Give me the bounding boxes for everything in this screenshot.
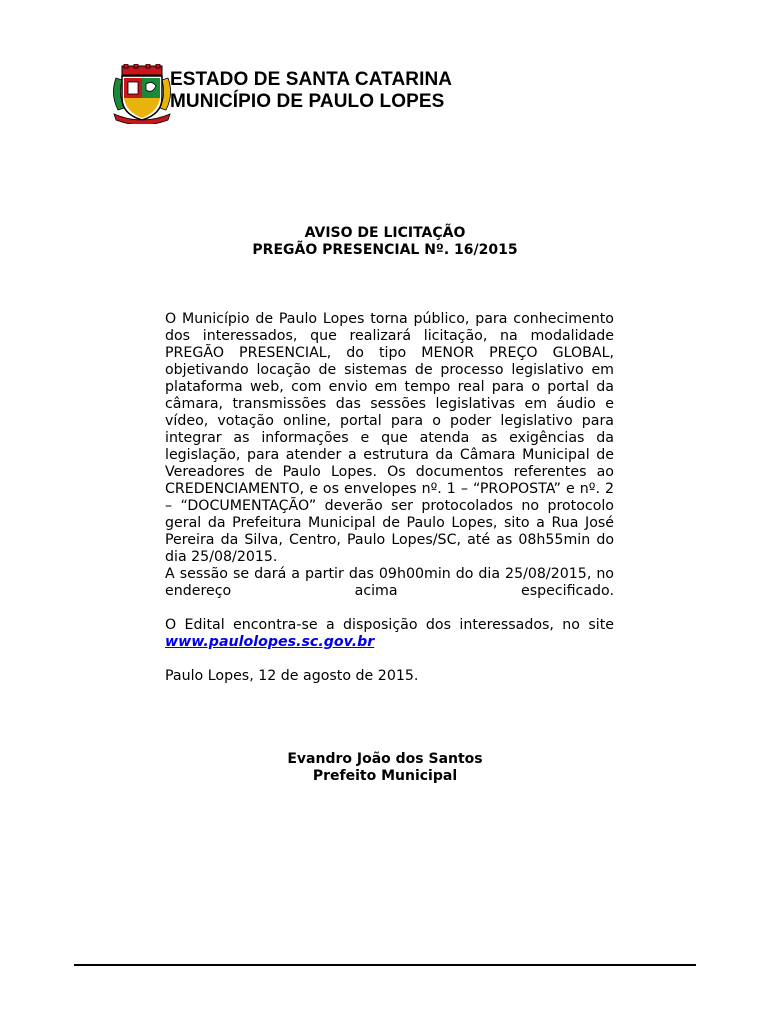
notice-title: [0, 225, 770, 259]
body-paragraph-main: O Município de Paulo Lopes torna público, para conhecimento dos interessados, que realizará licitação, na modalidade PREGÃO PRESENCIAL, do tipo MENOR PREÇO GLOBAL, objetivando locação de sistemas de processo legislativo em plataforma web, com envio em tempo real para o portal da câmara, transmissões das sessões legislativas em áudio e vídeo, votação online, portal para o poder legislativo para integrar as informações e que atenda as exigências da legislação, para atender a estrutura da Câmara Municipal de Vereadores de Paulo Lopes. Os documentos referentes ao CREDENCIAMENTO, e os envelopes nº. 1 – “PROPOSTA” e nº. 2 – “DOCUMENTAÇÃO” deverão ser protocolados no protocolo geral da Prefeitura Municipal de Paulo Lopes, sito a Rua José Pereira da Silva, Centro, Paulo Lopes/SC, até as 08h55min do dia 25/08/2015.: [165, 311, 614, 565]
notice-heading: AVISO DE LICITAÇÃO: [304, 225, 466, 241]
municipal-coat-of-arms-icon: [110, 64, 174, 124]
letterhead: [170, 69, 452, 113]
footer-divider: [74, 964, 696, 966]
signatory-role: Prefeito Municipal: [312, 768, 458, 784]
body-paragraph-edital: [165, 617, 614, 651]
signature-block: [0, 751, 770, 785]
date-line: Paulo Lopes, 12 de agosto de 2015.: [165, 668, 419, 684]
website-link[interactable]: www.paulolopes.sc.gov.br: [165, 634, 375, 650]
notice-subheading: PREGÃO PRESENCIAL Nº. 16/2015: [252, 242, 518, 258]
body-paragraph-session: A sessão se dará a partir das 09h00min do dia 25/08/2015, no endereço acima especificado.: [165, 566, 614, 599]
municipality-name: MUNICÍPIO DE PAULO LOPES: [170, 91, 445, 112]
edital-text: O Edital encontra-se a disposição dos interessados, no site: [165, 617, 614, 633]
state-name: ESTADO DE SANTA CATARINA: [170, 69, 453, 90]
notice-body: [165, 311, 614, 685]
signatory-name: Evandro João dos Santos: [287, 751, 483, 767]
